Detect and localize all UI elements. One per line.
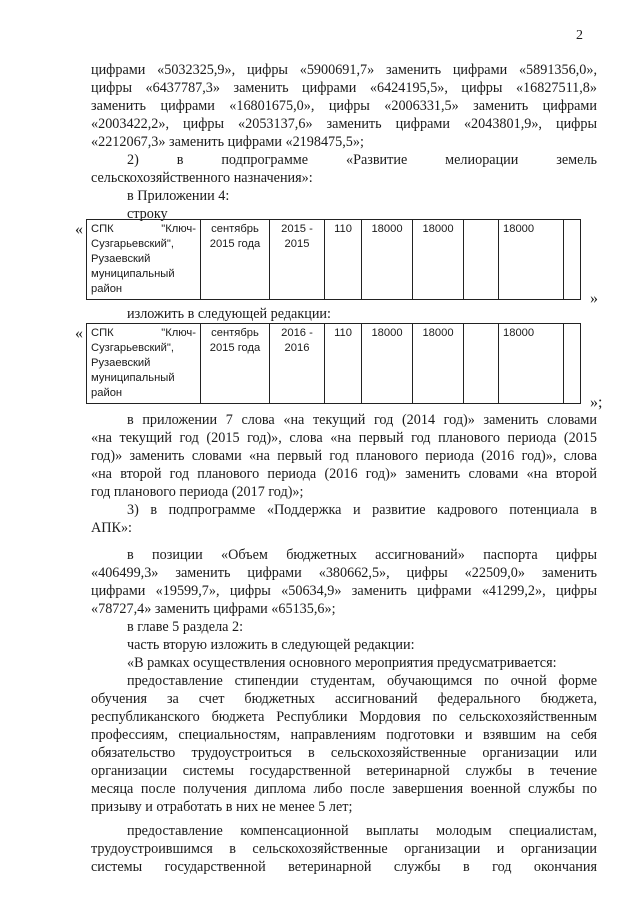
org-line: СПК "Ключ- xyxy=(91,327,196,339)
page-number: 2 xyxy=(576,28,583,43)
org-cell xyxy=(87,220,201,300)
org-line: муниципальный xyxy=(91,268,175,280)
open-quote: « xyxy=(75,221,83,238)
text-line: 2) в подпрограмме «Развитие мелиорации земель xyxy=(127,152,597,168)
text-line: в главе 5 раздела 2: xyxy=(127,619,244,635)
text-line: заменить цифрами «16801675,0», цифры «2006331,5» заменить цифрами xyxy=(91,98,597,114)
row-table-old xyxy=(86,219,581,300)
org-line: Рузаевский xyxy=(91,357,151,369)
org-line: Сузгарьевский", xyxy=(91,342,175,354)
value-cell: 18000 xyxy=(362,220,413,300)
value-cell: 110 xyxy=(325,220,362,300)
text-line: «2212067,3» заменить цифрами «2198475,5»; xyxy=(91,134,364,150)
row-table-new xyxy=(86,323,581,404)
text-line: год планового периода (2017 год)»; xyxy=(91,484,304,500)
value-cell: 18000 xyxy=(499,220,564,300)
value-cell: 110 xyxy=(325,324,362,404)
text-line: трудоустроившимся в сельскохозяйственные организации и организации xyxy=(91,841,597,857)
text-line: цифрами «19599,7», цифры «50634,9» заменить цифрами «41299,2», цифры xyxy=(91,583,597,599)
text-line: «В рамках осуществления основного мероприятия предусматривается: xyxy=(127,655,557,671)
text-line: «2003422,2», цифры «2053137,6» заменить цифрами «2043801,9», цифры xyxy=(91,116,597,132)
value-cell: 18000 xyxy=(413,220,464,300)
text-line: строку xyxy=(127,206,168,222)
close-quote: » xyxy=(590,290,598,307)
value-cell xyxy=(464,220,499,300)
text-line: «78727,4» заменить цифрами «65135,6»; xyxy=(91,601,336,617)
text-line: «на текущий год (2015 год)», слова «на первый год планового периода (2015 xyxy=(91,430,597,446)
years-cell: 2015 - 2015 xyxy=(270,220,325,300)
text-line: 3) в подпрограмме «Поддержка и развитие кадрового потенциала в xyxy=(127,502,597,518)
text-line: месяца после получения диплома либо после завершения военной службы по xyxy=(91,781,597,797)
value-cell: 18000 xyxy=(413,324,464,404)
org-line: Рузаевский xyxy=(91,253,151,265)
text-line: АПК»: xyxy=(91,520,132,536)
text-line: «406499,3» заменить цифрами «380662,5», цифры «22509,0» заменить xyxy=(91,565,597,581)
text-line: «на второй год планового периода (2016 год)» заменить словами «на второй xyxy=(91,466,597,482)
text-line: системы государственной ветеринарной службы в год окончания xyxy=(91,859,597,875)
text-line: в Приложении 4: xyxy=(127,188,230,204)
text-line: республиканского бюджета Республики Мордовия по сельскохозяйственным xyxy=(91,709,597,725)
text-line: профессиям, специальностям, направлениям подготовки и взявшим на себя xyxy=(91,727,597,743)
text-line: цифрами «5032325,9», цифры «5900691,7» заменить цифрами «5891356,0», xyxy=(91,62,597,78)
value-cell xyxy=(564,324,581,404)
value-cell xyxy=(564,220,581,300)
value-cell xyxy=(464,324,499,404)
close-quote: »; xyxy=(590,394,603,411)
value-cell: 18000 xyxy=(499,324,564,404)
text-line: предоставление стипендии студентам, обучающимся по очной форме xyxy=(127,673,597,689)
text-line: призыву и отработать в них не менее 5 лет; xyxy=(91,799,353,815)
text-line: сельскохозяйственного назначения»: xyxy=(91,170,313,186)
open-quote: « xyxy=(75,325,83,342)
text-line: изложить в следующей редакции: xyxy=(127,306,331,322)
text-line: обучения за счет бюджетных ассигнований федерального бюджета, xyxy=(91,691,597,707)
text-line: в приложении 7 слова «на текущий год (2014 год)» заменить словами xyxy=(127,412,597,428)
date-cell: сентябрь 2015 года xyxy=(201,324,270,404)
text-line: год)» заменить словами «на первый год планового периода (2016 год)», слова xyxy=(91,448,597,464)
table-row xyxy=(87,324,581,404)
org-line: район xyxy=(91,283,123,295)
years-cell: 2016 - 2016 xyxy=(270,324,325,404)
text-line: обязательство трудоустроиться в сельскохозяйственные организации или xyxy=(91,745,597,761)
org-line: район xyxy=(91,387,123,399)
text-line: цифры «6437787,3» заменить цифрами «6424195,5», цифры «16827511,8» xyxy=(91,80,597,96)
text-line: организации системы государственной ветеринарной службы в течение xyxy=(91,763,597,779)
table-row xyxy=(87,220,581,300)
date-cell: сентябрь 2015 года xyxy=(201,220,270,300)
org-line: СПК "Ключ- xyxy=(91,223,196,235)
text-line: предоставление компенсационной выплаты молодым специалистам, xyxy=(127,823,597,839)
org-line: муниципальный xyxy=(91,372,175,384)
text-line: в позиции «Объем бюджетных ассигнований» паспорта цифры xyxy=(127,547,597,563)
text-line: часть вторую изложить в следующей редакции: xyxy=(127,637,415,653)
org-cell xyxy=(87,324,201,404)
value-cell: 18000 xyxy=(362,324,413,404)
org-line: Сузгарьевский", xyxy=(91,238,175,250)
